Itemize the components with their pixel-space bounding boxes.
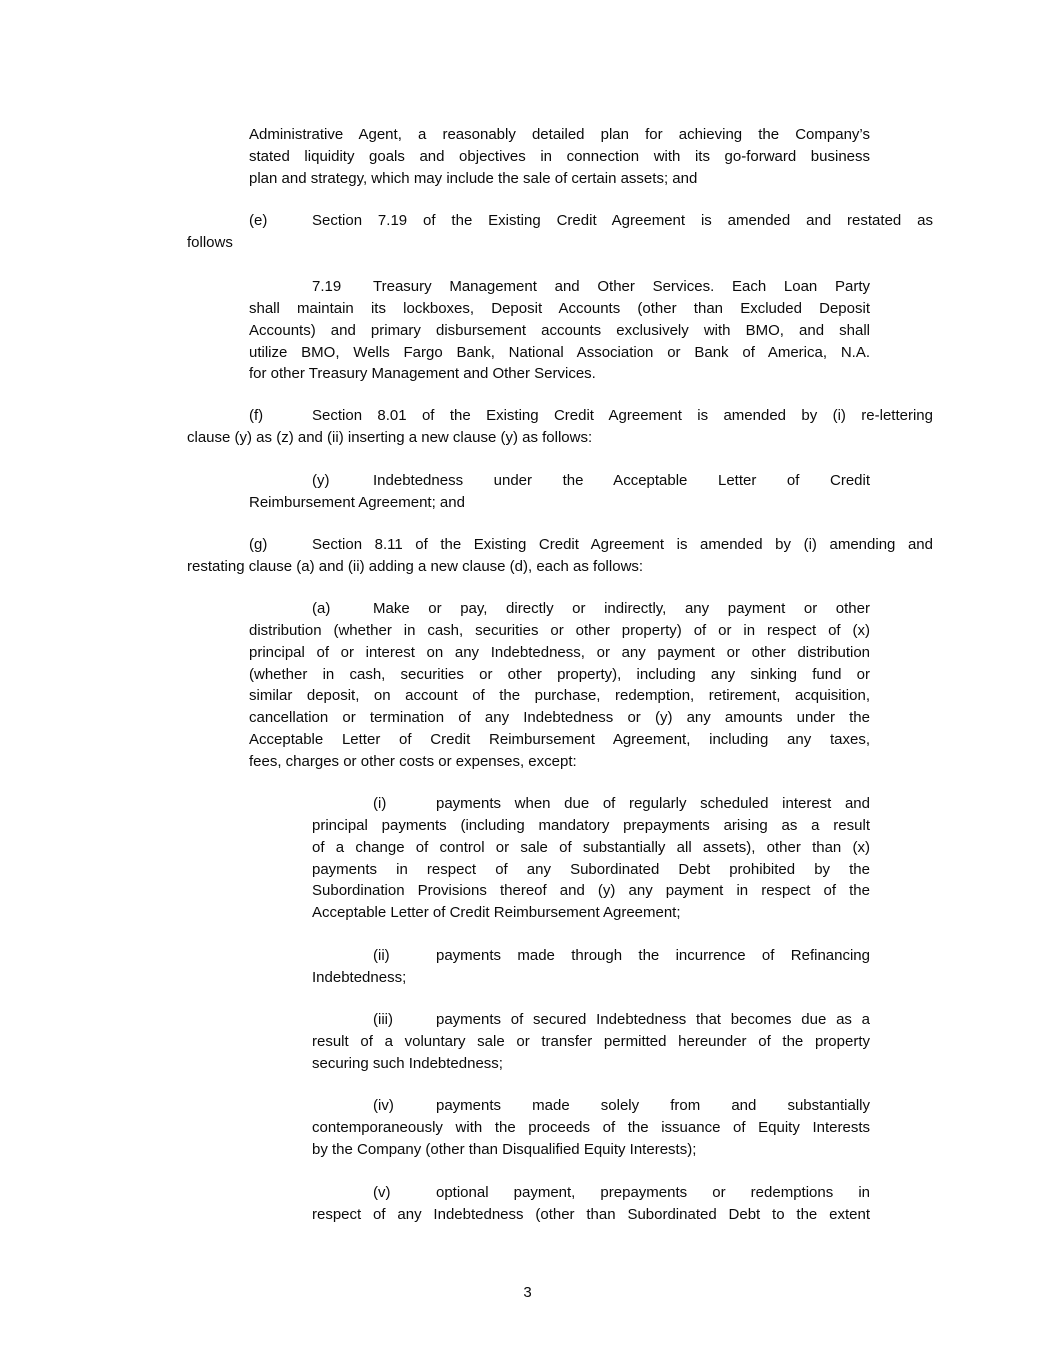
subclause-ii	[312, 945, 870, 989]
text-line	[312, 1009, 870, 1031]
text-line: fees, charges or other costs or expenses, except:	[249, 752, 577, 770]
text-line: Reimbursement Agreement; and	[249, 493, 465, 511]
text-line: Accounts) and primary disbursement accounts exclusively with BMO, and shall	[249, 321, 870, 339]
clause-text: Make or pay, directly or indirectly, any payment or other	[373, 600, 870, 617]
text-line	[187, 405, 933, 427]
text-line: payments in respect of any Subordinated Debt prohibited by the	[312, 860, 870, 878]
clause-e	[187, 210, 933, 254]
text-line: Acceptable Letter of Credit Reimbursement Agreement;	[312, 904, 681, 922]
text-line: securing such Indebtedness;	[312, 1054, 503, 1072]
text-line: respect of any Indebtedness (other than Subordinated Debt to the extent	[312, 1205, 870, 1223]
clause-label: (e)	[249, 212, 268, 229]
text-line: principal payments (including mandatory prepayments arising as a result	[312, 816, 870, 834]
text-line	[187, 210, 933, 232]
text-line: restating clause (a) and (ii) adding a new clause (d), each as follows:	[187, 557, 644, 575]
text-line: similar deposit, on account of the purchase, redemption, retirement, acquisition,	[249, 687, 870, 705]
subclause-text: payments of secured Indebtedness that becomes due as a	[436, 1011, 870, 1028]
section-text: Treasury Management and Other Services. Each Loan Party	[373, 278, 870, 295]
subclause-label: (v)	[373, 1184, 391, 1201]
text-line: for other Treasury Management and Other Services.	[249, 365, 596, 383]
section-label: 7.19	[312, 278, 342, 295]
clause-label: (g)	[249, 536, 268, 553]
subclause-text: payments when due of regularly scheduled interest and	[436, 795, 870, 812]
text-line: clause (y) as (z) and (ii) inserting a new clause (y) as follows:	[187, 428, 593, 446]
text-line: Acceptable Letter of Credit Reimbursement Agreement, including any taxes,	[249, 731, 870, 749]
text-line: cancellation or termination of any Indebtedness or (y) any amounts under the	[249, 709, 870, 727]
subclause-label: (i)	[373, 795, 387, 812]
subclause-label: (ii)	[373, 947, 390, 964]
text-line: principal of or interest on any Indebtedness, or any payment or other distribution	[249, 643, 870, 661]
text-line	[312, 1182, 870, 1204]
text-line: plan and strategy, which may include the sale of certain assets; and	[249, 169, 698, 187]
clause-y	[249, 470, 870, 514]
subclause-iv	[312, 1095, 870, 1161]
subclause-text: optional payment, prepayments or redemptions in	[436, 1184, 870, 1201]
text-line: result of a voluntary sale or transfer permitted hereunder of the property	[312, 1032, 870, 1050]
clause-text: Section 8.01 of the Existing Credit Agreement is amended by (i) re-lettering	[312, 407, 933, 424]
subclause-text: payments made solely from and substantially	[436, 1097, 870, 1114]
clause-text: Indebtedness under the Acceptable Letter of Credit	[373, 472, 870, 489]
text-line: Indebtedness;	[312, 968, 407, 986]
subclause-text: payments made through the incurrence of Refinancing	[436, 947, 870, 964]
subclause-v	[312, 1182, 870, 1226]
text-line: follows	[187, 233, 233, 251]
text-line: Administrative Agent, a reasonably detailed plan for achieving the Company’s	[249, 126, 870, 143]
clause-a	[249, 598, 870, 773]
subclause-label: (iv)	[373, 1097, 394, 1114]
page-number: 3	[523, 1284, 532, 1301]
text-line: utilize BMO, Wells Fargo Bank, National Association or Bank of America, N.A.	[249, 343, 870, 361]
paragraph-liquidity-plan	[249, 124, 870, 190]
text-line	[312, 1095, 870, 1117]
text-line: by the Company (other than Disqualified Equity Interests);	[312, 1140, 697, 1158]
subclause-label: (iii)	[373, 1011, 393, 1028]
text-line: of a change of control or sale of substantially all assets), other than (x)	[312, 838, 870, 856]
clause-label: (y)	[312, 472, 330, 489]
text-line	[187, 534, 933, 556]
text-line	[249, 470, 870, 492]
subclause-i	[312, 793, 870, 924]
clause-label: (f)	[249, 407, 264, 424]
text-line: (whether in cash, securities or other property), including any sinking fund or	[249, 665, 870, 683]
text-line: shall maintain its lockboxes, Deposit Accounts (other than Excluded Deposit	[249, 299, 870, 317]
clause-g	[187, 534, 933, 578]
text-line: distribution (whether in cash, securities or other property) of or in respect of (x)	[249, 621, 870, 639]
text-line: stated liquidity goals and objectives in connection with its go-forward business	[249, 147, 870, 165]
text-line	[249, 276, 870, 298]
clause-text: Section 8.11 of the Existing Credit Agreement is amended by (i) amending and	[312, 536, 933, 553]
subclause-iii	[312, 1009, 870, 1075]
clause-text: Section 7.19 of the Existing Credit Agreement is amended and restated as	[312, 212, 933, 229]
clause-f	[187, 405, 933, 449]
section-7-19	[249, 276, 870, 385]
text-line: contemporaneously with the proceeds of the issuance of Equity Interests	[312, 1118, 870, 1136]
text-line	[249, 598, 870, 620]
text-line: Subordination Provisions thereof and (y) any payment in respect of the	[312, 882, 870, 900]
text-line	[312, 793, 870, 815]
text-line	[312, 945, 870, 967]
clause-label: (a)	[312, 600, 331, 617]
